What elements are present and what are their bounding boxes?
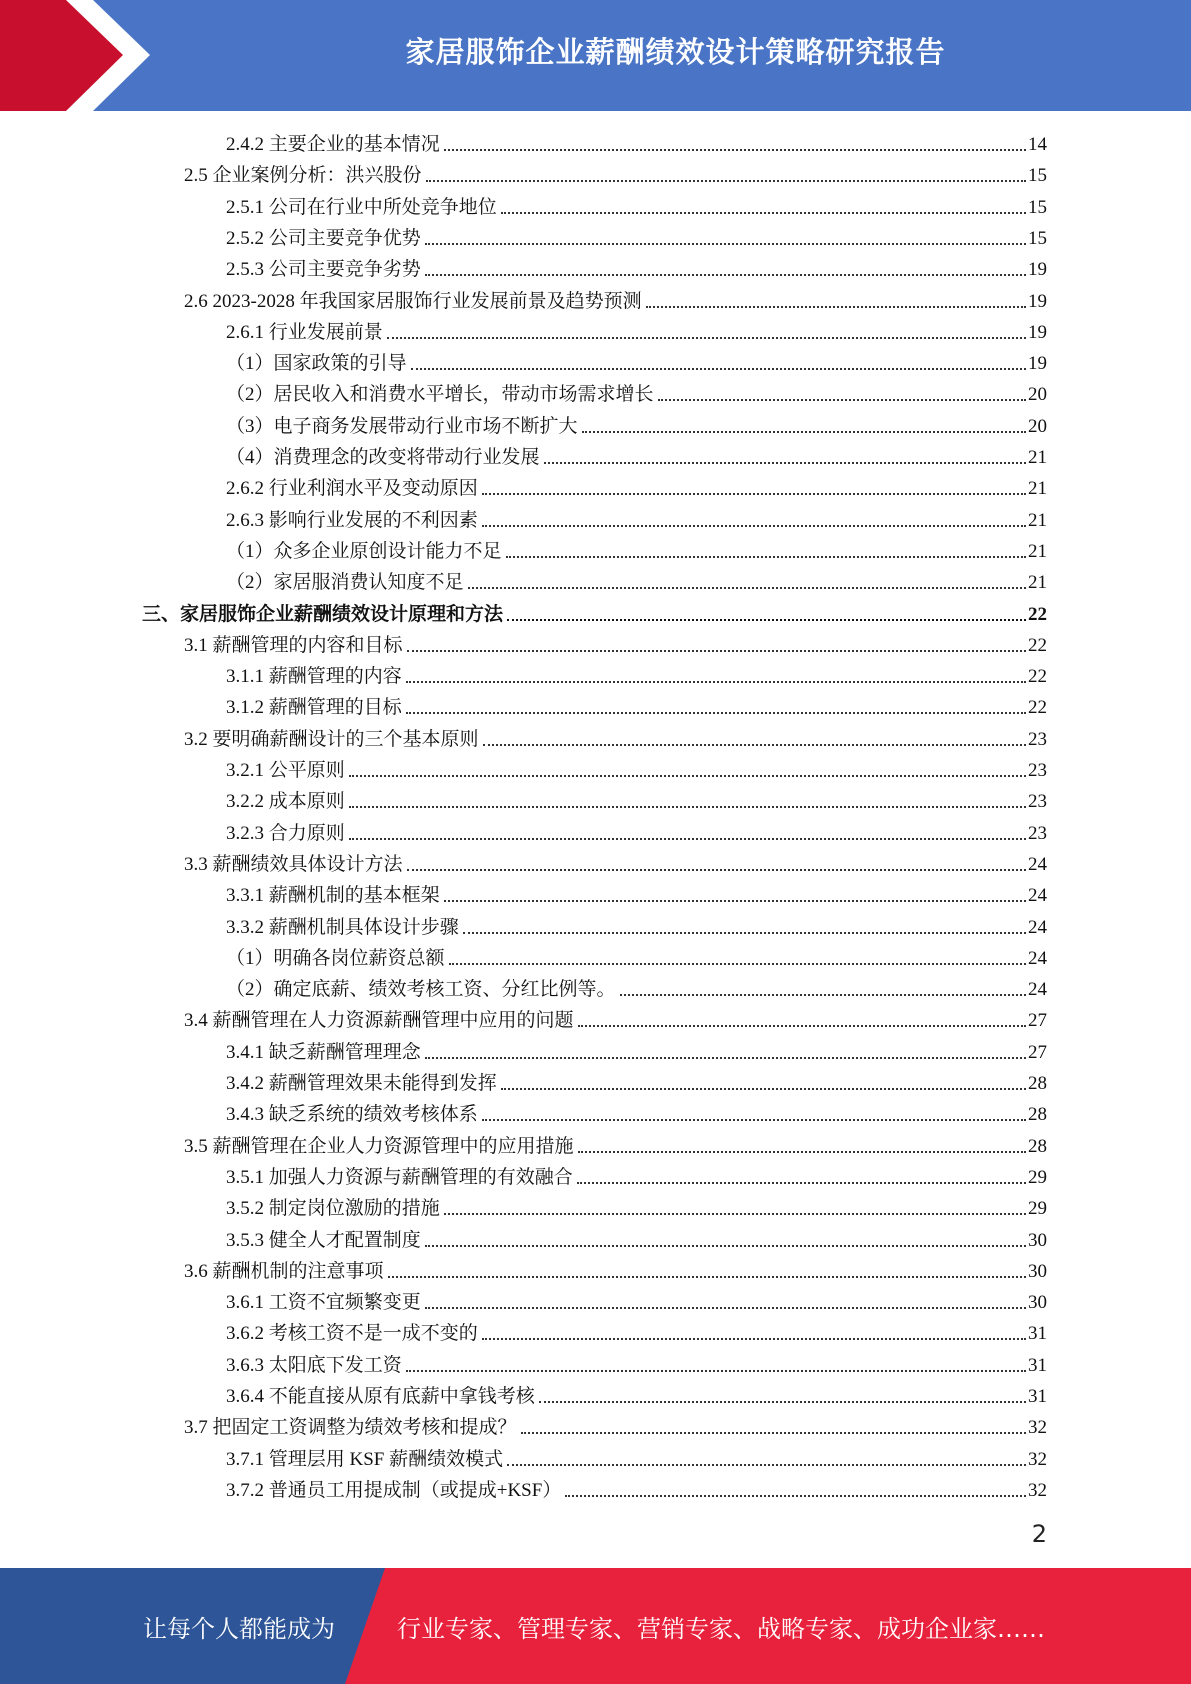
toc-entry[interactable] [184,284,1047,314]
toc-entry[interactable] [226,440,1047,470]
toc-entry-label: 2.6 2023-2028 年我国家居服饰行业发展前景及趋势预测 [184,290,642,312]
toc-entry[interactable] [226,659,1047,689]
toc-entry-label: 3.3 薪酬绩效具体设计方法 [184,853,403,875]
toc-entry-page: 27 [1028,1041,1047,1063]
toc-leader-dots [407,868,1026,871]
toc-entry-label: （4）消费理念的改变将带动行业发展 [226,447,540,468]
toc-entry-label: （3）电子商务发展带动行业市场不断扩大 [226,415,578,437]
toc-leader-dots [544,461,1026,464]
toc-leader-dots [578,1024,1026,1027]
toc-entry[interactable] [226,972,1047,1002]
toc-entry-label: 3.2.2 成本原则 [226,791,345,813]
toc-entry[interactable] [184,722,1047,752]
toc-entry[interactable] [226,1285,1047,1315]
toc-entry-page: 24 [1028,853,1047,875]
toc-leader-dots [388,1275,1026,1278]
toc-leader-dots [425,273,1026,276]
toc-entry[interactable] [226,127,1047,157]
toc-entry-page: 14 [1028,134,1047,155]
toc-entry-label: 3.7.1 管理层用 KSF 薪酬绩效模式 [226,1448,504,1470]
toc-entry-label: 3.7 把固定工资调整为绩效考核和提成？ [184,1417,517,1439]
toc-entry[interactable] [226,816,1047,846]
toc-entry-label: 3.6.1 工资不宜频繁变更 [226,1292,421,1314]
toc-entry[interactable] [226,377,1047,407]
toc-entry[interactable] [184,1254,1047,1284]
toc-entry-page: 32 [1028,1417,1047,1439]
toc-entry-page: 20 [1028,415,1047,437]
toc-entry[interactable] [226,1316,1047,1346]
toc-entry-page: 24 [1028,916,1047,938]
toc-leader-dots [349,805,1026,808]
toc-entry-page: 23 [1028,728,1047,750]
page-footer [0,1568,1191,1684]
toc-entry[interactable] [226,941,1047,971]
toc-entry-page: 21 [1028,572,1047,594]
toc-entry-label: （2）确定底薪、绩效考核工资、分红比例等。 [226,979,616,1001]
toc-entry-page: 30 [1028,1260,1047,1282]
toc-entry-page: 19 [1028,321,1047,343]
toc-leader-dots [425,1244,1026,1247]
toc-entry-page: 22 [1028,603,1047,625]
toc-entry[interactable] [226,534,1047,564]
toc-leader-dots [521,1431,1026,1434]
toc-entry-label: 3.5.2 制定岗位激励的措施 [226,1198,440,1220]
footer-slogan-left: 让每个人都能成为 [143,1614,335,1643]
toc-entry-label: 3.2.3 合力原则 [226,822,345,844]
toc-entry[interactable] [226,190,1047,220]
toc-entry-label: 3.3.2 薪酬机制具体设计步骤 [226,916,459,938]
toc-entry-label: 3.3.1 薪酬机制的基本框架 [226,885,440,907]
toc-entry[interactable] [226,1191,1047,1221]
toc-entry[interactable] [226,252,1047,282]
toc-entry-label: 3.1 薪酬管理的内容和目标 [184,634,403,656]
toc-entry-page: 31 [1028,1386,1047,1407]
footer-slogan-right: 行业专家、管理专家、营销专家、战略专家、成功企业家…… [397,1614,1045,1643]
toc-entry[interactable] [184,628,1047,658]
toc-entry-label: 3.4.2 薪酬管理效果未能得到发挥 [226,1073,497,1094]
toc-entry[interactable] [142,597,1047,627]
toc-entry-page: 15 [1028,196,1047,218]
toc-entry-page: 24 [1028,885,1047,907]
toc-entry[interactable] [226,565,1047,595]
toc-entry[interactable] [226,1379,1047,1409]
toc-entry-page: 21 [1028,447,1047,468]
toc-entry-page: 31 [1028,1354,1047,1376]
toc-entry-page: 28 [1028,1073,1047,1094]
toc-leader-dots [582,430,1026,433]
toc-entry-label: 2.5.2 公司主要竞争优势 [226,227,421,249]
toc-entry-label: 3.7.2 普通员工用提成制（或提成+KSF） [226,1479,562,1501]
toc-leader-dots [483,743,1026,746]
report-title: 家居服饰企业薪酬绩效设计策略研究报告 [405,34,946,69]
toc-leader-dots [482,1118,1026,1121]
toc-entry-label: （2）家居服消费认知度不足 [226,572,464,594]
toc-entry[interactable] [226,409,1047,439]
toc-leader-dots [482,1337,1026,1340]
toc-entry-label: （1）国家政策的引导 [226,353,407,375]
toc-entry-label: 3.5.3 健全人才配置制度 [226,1229,421,1251]
toc-leader-dots [577,1181,1026,1184]
toc-entry[interactable] [226,346,1047,376]
toc-entry-label: 2.4.2 主要企业的基本情况 [226,134,440,155]
toc-entry-label: （1）明确各岗位薪资总额 [226,947,445,969]
toc-entry-label: 3.4.1 缺乏薪酬管理理念 [226,1041,421,1063]
toc-entry[interactable] [226,503,1047,533]
toc-entry-page: 15 [1028,227,1047,249]
toc-entry-label: 3.1.2 薪酬管理的目标 [226,697,402,719]
toc-leader-dots [425,242,1026,245]
toc-leader-dots [387,336,1026,339]
toc-entry[interactable] [226,315,1047,345]
toc-entry-page: 32 [1028,1448,1047,1470]
toc-entry-page: 23 [1028,822,1047,844]
toc-entry-label: 3.5.1 加强人力资源与薪酬管理的有效融合 [226,1166,573,1188]
toc-entry-label: （1）众多企业原创设计能力不足 [226,540,502,562]
toc-entry-label: 3.5 薪酬管理在企业人力资源管理中的应用措施 [184,1135,574,1157]
toc-entry-label: 2.6.1 行业发展前景 [226,321,383,343]
toc-leader-dots [539,1400,1026,1403]
toc-entry-page: 30 [1028,1292,1047,1314]
toc-entry-page: 22 [1028,634,1047,656]
toc-entry-label: 3.2 要明确薪酬设计的三个基本原则 [184,728,479,750]
toc-leader-dots [349,837,1026,840]
toc-entry[interactable] [226,784,1047,814]
toc-entry-label: 2.5.3 公司主要竞争劣势 [226,259,421,281]
toc-entry-page: 32 [1028,1479,1047,1501]
toc-leader-dots [444,1212,1026,1215]
toc-entry[interactable] [226,471,1047,501]
toc-leader-dots [411,367,1026,370]
toc-entry-page: 21 [1028,478,1047,500]
toc-leader-dots [444,899,1026,902]
toc-leader-dots [463,931,1026,934]
toc-leader-dots [658,398,1026,401]
toc-entry[interactable] [226,878,1047,908]
toc-entry-label: 2.6.3 影响行业发展的不利因素 [226,509,478,531]
toc-leader-dots [482,524,1026,527]
toc-leader-dots [425,1056,1026,1059]
toc-entry-label: 2.6.2 行业利润水平及变动原因 [226,478,478,500]
toc-entry-label: 3.1.1 薪酬管理的内容 [226,666,402,688]
page-header [0,0,1191,111]
toc-entry-page: 19 [1028,290,1047,312]
toc-leader-dots [482,492,1026,495]
toc-entry[interactable] [226,1097,1047,1127]
toc-entry-page: 30 [1028,1229,1047,1251]
toc-entry-label: 2.5 企业案例分析：洪兴股份 [184,165,422,187]
toc-entry-label: 2.5.1 公司在行业中所处竞争地位 [226,196,497,218]
toc-entry-page: 21 [1028,540,1047,562]
toc-entry[interactable] [226,1035,1047,1065]
toc-leader-dots [406,680,1026,683]
toc-leader-dots [406,711,1026,714]
toc-entry-label: 3.4.3 缺乏系统的绩效考核体系 [226,1104,478,1126]
toc-entry[interactable] [226,690,1047,720]
toc-entry-label: 3.2.1 公平原则 [226,760,345,781]
toc-leader-dots [578,1150,1026,1153]
toc-entry-page: 28 [1028,1135,1047,1157]
toc-entry-label: 三、家居服饰企业薪酬绩效设计原理和方法 [142,603,504,625]
toc-entry[interactable] [226,1348,1047,1378]
toc-leader-dots [646,305,1026,308]
toc-entry-page: 29 [1028,1198,1047,1220]
toc-entry-label: 3.6.4 不能直接从原有底薪中拿钱考核 [226,1386,535,1407]
toc-entry[interactable] [184,1129,1047,1159]
toc-entry-page: 24 [1028,947,1047,969]
toc-leader-dots [507,1463,1026,1466]
toc-entry-label: 3.6 薪酬机制的注意事项 [184,1260,384,1282]
toc-entry-page: 22 [1028,697,1047,719]
toc-entry-page: 15 [1028,165,1047,187]
toc-entry-page: 20 [1028,384,1047,406]
toc-entry-label: 3.6.3 太阳底下发工资 [226,1354,402,1376]
toc-entry-label: （2）居民收入和消费水平增长，带动市场需求增长 [226,384,654,406]
toc-entry[interactable] [184,1410,1047,1440]
toc-entry-page: 23 [1028,791,1047,813]
toc-leader-dots [468,586,1026,589]
toc-entry-page: 31 [1028,1323,1047,1345]
toc-entry[interactable] [226,1160,1047,1190]
toc-entry[interactable] [184,847,1047,877]
toc-leader-dots [426,179,1026,182]
toc-entry-label: 3.6.2 考核工资不是一成不变的 [226,1323,478,1345]
toc-entry-page: 27 [1028,1010,1047,1032]
toc-entry-page: 24 [1028,979,1047,1001]
toc-leader-dots [407,649,1026,652]
toc-leader-dots [425,1306,1026,1309]
toc-entry-page: 19 [1028,259,1047,281]
toc-entry-page: 19 [1028,353,1047,375]
toc-leader-dots [349,774,1026,777]
toc-entry[interactable] [226,1473,1047,1503]
toc-leader-dots [444,148,1026,151]
toc-leader-dots [620,993,1026,996]
toc-entry[interactable] [226,910,1047,940]
toc-entry-page: 21 [1028,509,1047,531]
toc-entry[interactable] [226,1066,1047,1096]
toc-leader-dots [507,618,1026,621]
toc-leader-dots [449,962,1026,965]
toc-entry[interactable] [226,1442,1047,1472]
toc-entry[interactable] [226,753,1047,783]
toc-entry-page: 29 [1028,1166,1047,1188]
toc-leader-dots [501,1087,1026,1090]
toc-leader-dots [501,211,1026,214]
toc-entry-page: 28 [1028,1104,1047,1126]
toc-leader-dots [565,1494,1026,1497]
toc-entry[interactable] [226,1223,1047,1253]
toc-entry-label: 3.4 薪酬管理在人力资源薪酬管理中应用的问题 [184,1010,574,1032]
header-arrow-graphic [0,0,150,111]
page-number: 2 [1031,1520,1047,1548]
toc-entry[interactable] [184,158,1047,188]
toc-entry-page: 22 [1028,666,1047,688]
toc-entry-page: 23 [1028,760,1047,781]
toc-entry[interactable] [184,1003,1047,1033]
toc-leader-dots [406,1369,1026,1372]
toc-leader-dots [506,555,1026,558]
toc-entry[interactable] [226,221,1047,251]
